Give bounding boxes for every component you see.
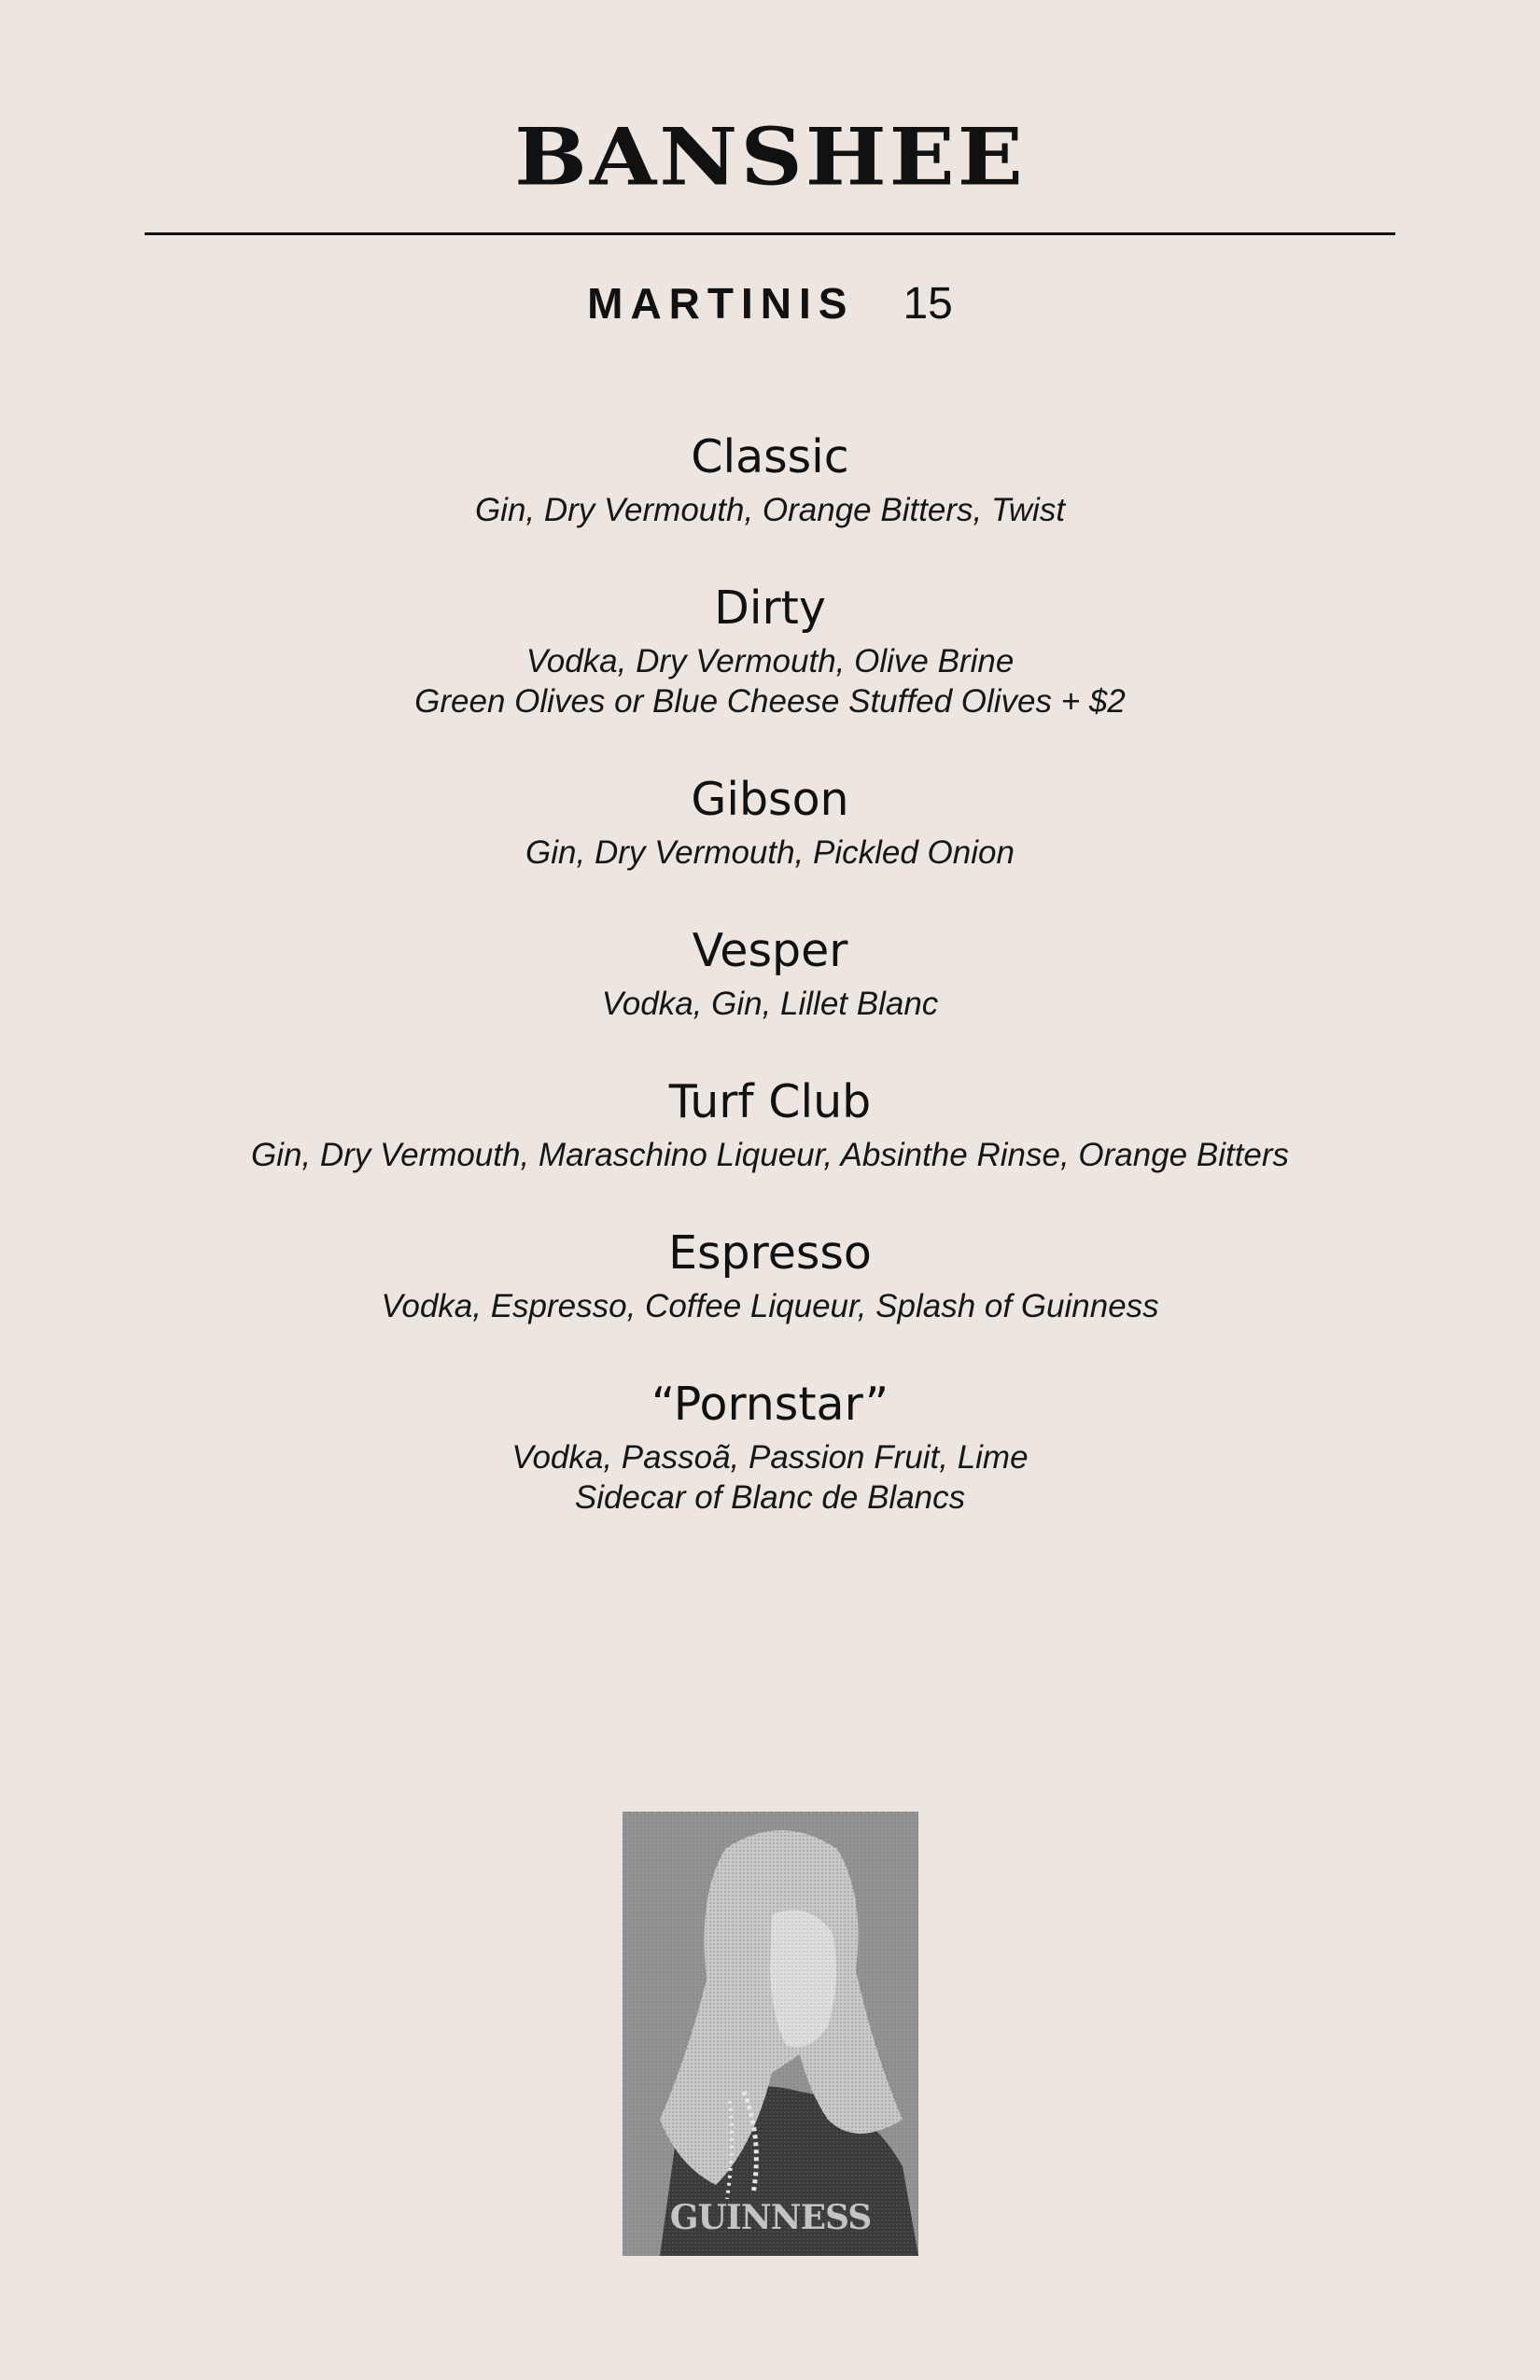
menu-item — [0, 576, 1540, 721]
photo-caption: GUINNESS — [669, 2198, 872, 2237]
portrait-illustration — [623, 1812, 918, 2256]
menu-list — [0, 425, 1540, 1563]
restaurant-title: BANSHEE — [514, 110, 1026, 203]
menu-item-name: Gibson — [691, 773, 849, 826]
section-price: 15 — [903, 279, 953, 329]
menu-item-description: Gin, Dry Vermouth, Maraschino Liqueur, Absinthe Rinse, Orange Bitters — [250, 1137, 1290, 1173]
guinness-portrait-image — [623, 1812, 918, 2256]
menu-item — [0, 425, 1540, 530]
menu-item-name: Dirty — [714, 581, 826, 635]
menu-item-description: Vodka, Dry Vermouth, Olive Brine — [525, 643, 1015, 679]
menu-item-description: Vodka, Gin, Lillet Blanc — [601, 986, 939, 1022]
menu-item-name: Turf Club — [668, 1075, 872, 1128]
menu-item — [0, 1070, 1540, 1175]
menu-item — [0, 1372, 1540, 1518]
menu-item-name: Espresso — [668, 1226, 872, 1280]
menu-item-description: Green Olives or Blue Cheese Stuffed Olives + $2 — [414, 683, 1126, 720]
menu-item-description: Vodka, Espresso, Coffee Liqueur, Splash of Guinness — [381, 1288, 1159, 1324]
menu-item-name: Classic — [691, 430, 849, 483]
menu-item-description: Vodka, Passoã, Passion Fruit, Lime — [511, 1439, 1029, 1476]
menu-item — [0, 918, 1540, 1024]
section-header — [0, 273, 1540, 344]
menu-item-description: Sidecar of Blanc de Blancs — [574, 1479, 966, 1516]
section-title: MARTINIS — [587, 279, 855, 328]
menu-item-name: Vesper — [692, 924, 848, 977]
menu-item-description: Gin, Dry Vermouth, Orange Bitters, Twist — [474, 492, 1066, 528]
menu-item — [0, 767, 1540, 873]
menu-item-description: Gin, Dry Vermouth, Pickled Onion — [525, 834, 1015, 871]
header-divider — [145, 232, 1395, 235]
menu-item-name: “Pornstar” — [651, 1378, 889, 1431]
menu-item — [0, 1221, 1540, 1326]
